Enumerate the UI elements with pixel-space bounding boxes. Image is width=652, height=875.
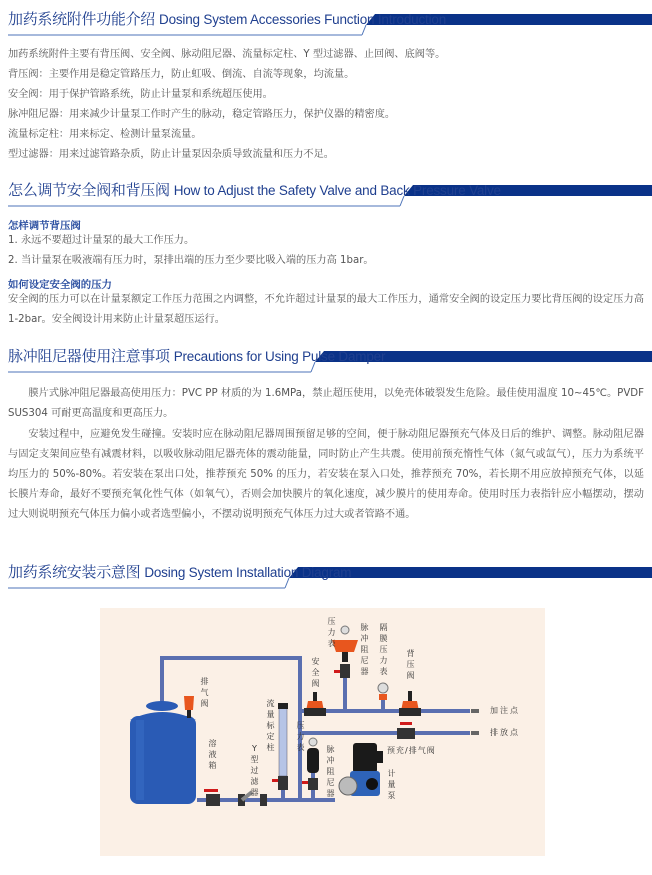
- label-tank: 溶液箱: [208, 739, 217, 770]
- diagram-graphic: [100, 608, 545, 856]
- text-line: 1. 永远不要超过计量泵的最大工作压力。: [8, 235, 195, 246]
- label-diaphragm-gauge: 隔膜压力表: [379, 623, 388, 676]
- title-cn: 加药系统安装示意图: [8, 563, 141, 581]
- label-pulse-damper-top: 脉冲阻尼器: [360, 623, 369, 676]
- title-cn: 脉冲阻尼器使用注意事项: [8, 347, 170, 365]
- title-en: How to Adjust the Safety Valve and Back Pressure Valve: [173, 183, 501, 198]
- damper-install-paragraph: 安装过程中，应避免发生碰撞。安装时应在脉动阻尼器周围预留足够的空间，便于脉动阻尼器预充气体及日后的维护、调整。脉动阻尼器与固定支架间应垫有减震材料，以吸收脉动阻尼器壳体的震动能量，同时防止产生共震。使用前预充惰性气体（氮气或氙气），压力为系统平均压力的 50%-80%。若安装在泵出口处，推荐预充 50% 的压力，若安装在泵入口处，推荐预充 70%，若长期不用应放掉预充气体，以延长膜片寿命，最好不要预充氧化性气体（如氧气），否则会加快膜片的氧化速度，减少膜片的使用寿命。使用时压力表指针应小幅摆动，摆动过大则说明预充气体压力偏小或者选型偏小，不摆动说明预充气体压力过大或者管路不通。: [8, 429, 644, 520]
- damper-pressure-paragraph: 膜片式脉冲阻尼器最高使用压力：PVC PP 材质的为 1.6MPa，禁止超压使用，以免壳体破裂发生危险。最佳使用温度 10~45℃。PVDF SUS304 可耐更高温度和更高压力。: [8, 388, 644, 419]
- text-line: 加药系统附件主要有背压阀、安全阀、脉动阻尼器、流量标定柱、Y 型过滤器、止回阀、底阀等。: [8, 49, 446, 60]
- section-title: [8, 345, 385, 366]
- text-line: 2. 当计量泵在吸液端有压力时，泵排出端的压力至少要比吸入端的压力高 1bar。: [8, 255, 374, 266]
- tank-icon: [130, 701, 196, 804]
- label-pulse-damper-low: 脉冲阻尼器: [326, 745, 335, 798]
- title-en: Dosing System Installation Diagram: [144, 565, 352, 580]
- text-line: 脉冲阻尼器：用来减少计量泵工作时产生的脉动，稳定管路压力，保护仪器的精密度。: [8, 109, 396, 120]
- title-en: Precautions for Using Pulse Damper: [173, 349, 386, 364]
- label-exhaust-valve: 排气阀: [200, 677, 209, 708]
- section-header-damper: [8, 345, 652, 375]
- section-header-diagram: [8, 561, 652, 591]
- sub-heading-back-pressure: 怎样调节背压阀: [8, 220, 81, 232]
- title-cn: 加药系统附件功能介绍: [8, 10, 156, 28]
- ball-valve-icon: [204, 789, 220, 806]
- label-metering-pump: 计量泵: [387, 769, 396, 800]
- back-pressure-valve-icon: [399, 691, 421, 716]
- label-pressure-gauge-low: 压力表: [296, 721, 305, 752]
- title-en: Dosing System Accessories Function Introduction: [159, 12, 447, 27]
- text-line: 安全阀：用于保护管路系统，防止计量泵和系统超压使用。: [8, 89, 273, 100]
- section-title: [8, 8, 446, 29]
- label-dosing-point: 加注点: [490, 706, 520, 715]
- exhaust-valve-icon: [184, 696, 194, 718]
- back-pressure-steps: [8, 231, 648, 271]
- section-header-accessories: [8, 8, 652, 38]
- section-title: [8, 179, 501, 200]
- installation-diagram: [100, 608, 545, 856]
- diaphragm-gauge-icon: [378, 683, 388, 700]
- label-pressure-gauge-top: 压力表: [327, 617, 336, 648]
- section-title: [8, 561, 351, 582]
- text-line: 流量标定柱：用来标定、检测计量泵流量。: [8, 129, 202, 140]
- safety-valve-icon: [304, 692, 326, 716]
- sub-heading-safety-valve: 如何设定安全阀的压力: [8, 279, 112, 291]
- section-header-adjust: [8, 179, 652, 209]
- label-drain-point: 排放点: [490, 728, 520, 737]
- label-safety-valve: 安全阀: [311, 657, 320, 688]
- text-line: 背压阀：主要作用是稳定管路压力，防止虹吸、倒流、自流等现象，均流量。: [8, 69, 355, 80]
- label-flow-column: 流量标定柱: [266, 699, 275, 752]
- precharge-valve-icon: [397, 722, 415, 739]
- title-cn: 怎么调节安全阀和背压阀: [8, 181, 170, 199]
- safety-valve-paragraph: 安全阀的压力可以在计量泵额定工作压力范围之内调整，不允许超过计量泵的最大工作压力，通常安全阀的设定压力要比背压阀的设定压力高 1-2bar。安全阀设计用来防止计量泵超压运行。: [8, 294, 644, 325]
- label-back-pressure-valve: 背压阀: [406, 649, 415, 680]
- label-precharge-valve: 预充/排气阀: [387, 746, 436, 755]
- accessories-list: [8, 45, 648, 165]
- label-y-filter: Y型过滤器: [250, 744, 259, 797]
- text-line: 型过滤器：用来过滤管路杂质，防止计量泵因杂质导致流量和压力不足。: [8, 149, 334, 160]
- metering-pump-icon: [339, 743, 383, 796]
